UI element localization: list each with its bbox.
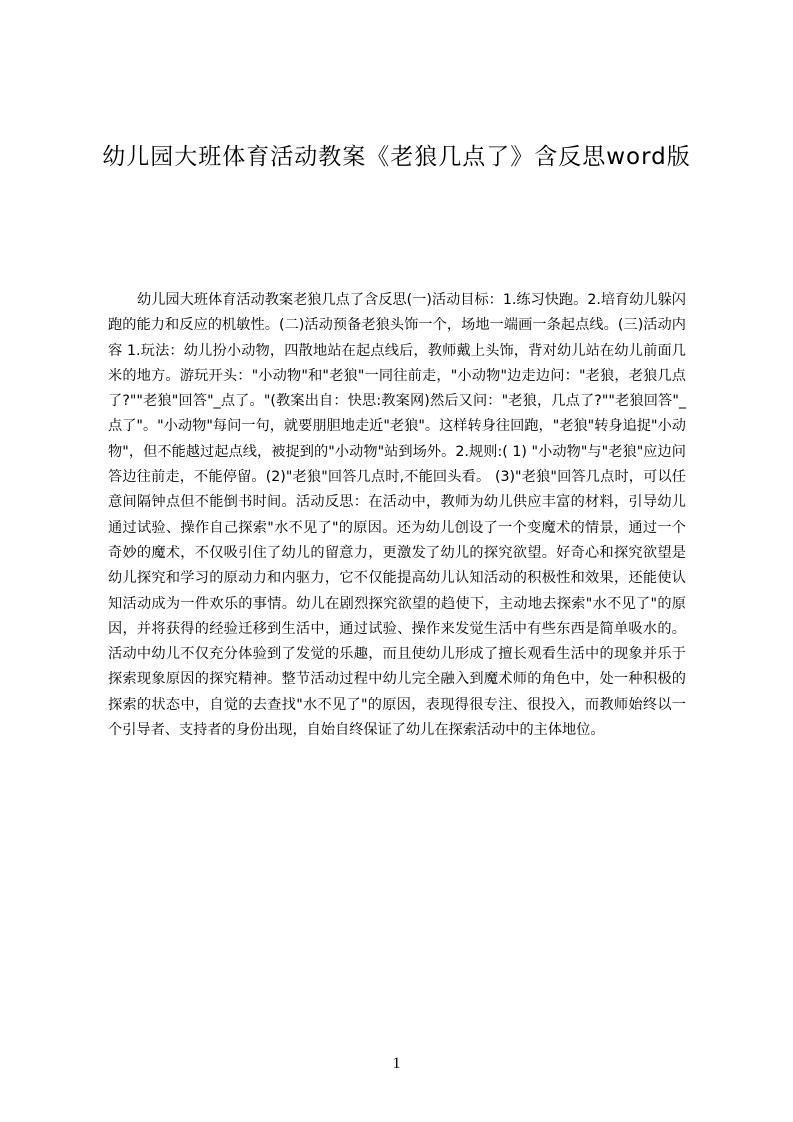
document-title: 幼儿园大班体育活动教案《老狼几点了》含反思word版 xyxy=(102,144,691,170)
body-paragraph: 幼儿园大班体育活动教案老狼几点了含反思(一)活动目标：1.练习快跑。2.培育幼儿躲闪跑的能力和反应的机敏性。(二)活动预备老狼头饰一个，场地一端画一条起点线。(三)活动内容 1.玩法：幼儿扮小动物，四散地站在起点线后，教师戴上头饰，背对幼儿站在幼儿前面几米的地方。游玩开头："小动物"和"老狼"一同往前走，"小动物"边走边问："老狼，老狼几点了?""老狼"回答"_点了。"(教案出自：快思:教案网)然后又问："老狼，几点了?""老狼回答"_点了"。"小动物"每问一句，就要朋胆地走近"老狼"。这样转身往回跑，"老狼"转身追捉"小动物"，但不能越过起点线，被捉到的"小动物"站到场外。2.规则:( 1) "小动物"与"老狼"应边问答边往前走，不能停留。(2)"老狼"回答几点时,不能回头看。 (3)"老狼"回答几点时，可以任意间隔钟点但不能倒书时间。活动反思：在活动中，教师为幼儿供应丰富的材料，引导幼儿通过试验、操作自己探索"水不见了"的原因。还为幼儿创设了一个变魔术的情景，通过一个奇妙的魔术，不仅吸引住了幼儿的留意力，更激发了幼儿的探究欲望。好奇心和探究欲望是幼儿探究和学习的原动力和内驱力，它不仅能提高幼儿认知活动的积极性和效果，还能使认知活动成为一件欢乐的事情。幼儿在剧烈探究欲望的趋使下，主动地去探索"水不见了"的原因，并将获得的经验迁移到生活中，通过试验、操作来发觉生活中有些东西是简单吸水的。活动中幼儿不仅充分体验到了发觉的乐趣，而且使幼儿形成了擅长观看生活中的现象并乐于探索现象原因的探究精神。整节活动过程中幼儿完全融入到魔术师的角色中，处一种积极的探索的状态中，自觉的去查找"水不见了"的原因，表现得很专注、很投入，而教师始终以一个引导者、支持者的身份出现，自始自终保证了幼儿在探索活动中的主体地位。 xyxy=(108,292,686,739)
page-number: 1 xyxy=(392,1055,401,1072)
